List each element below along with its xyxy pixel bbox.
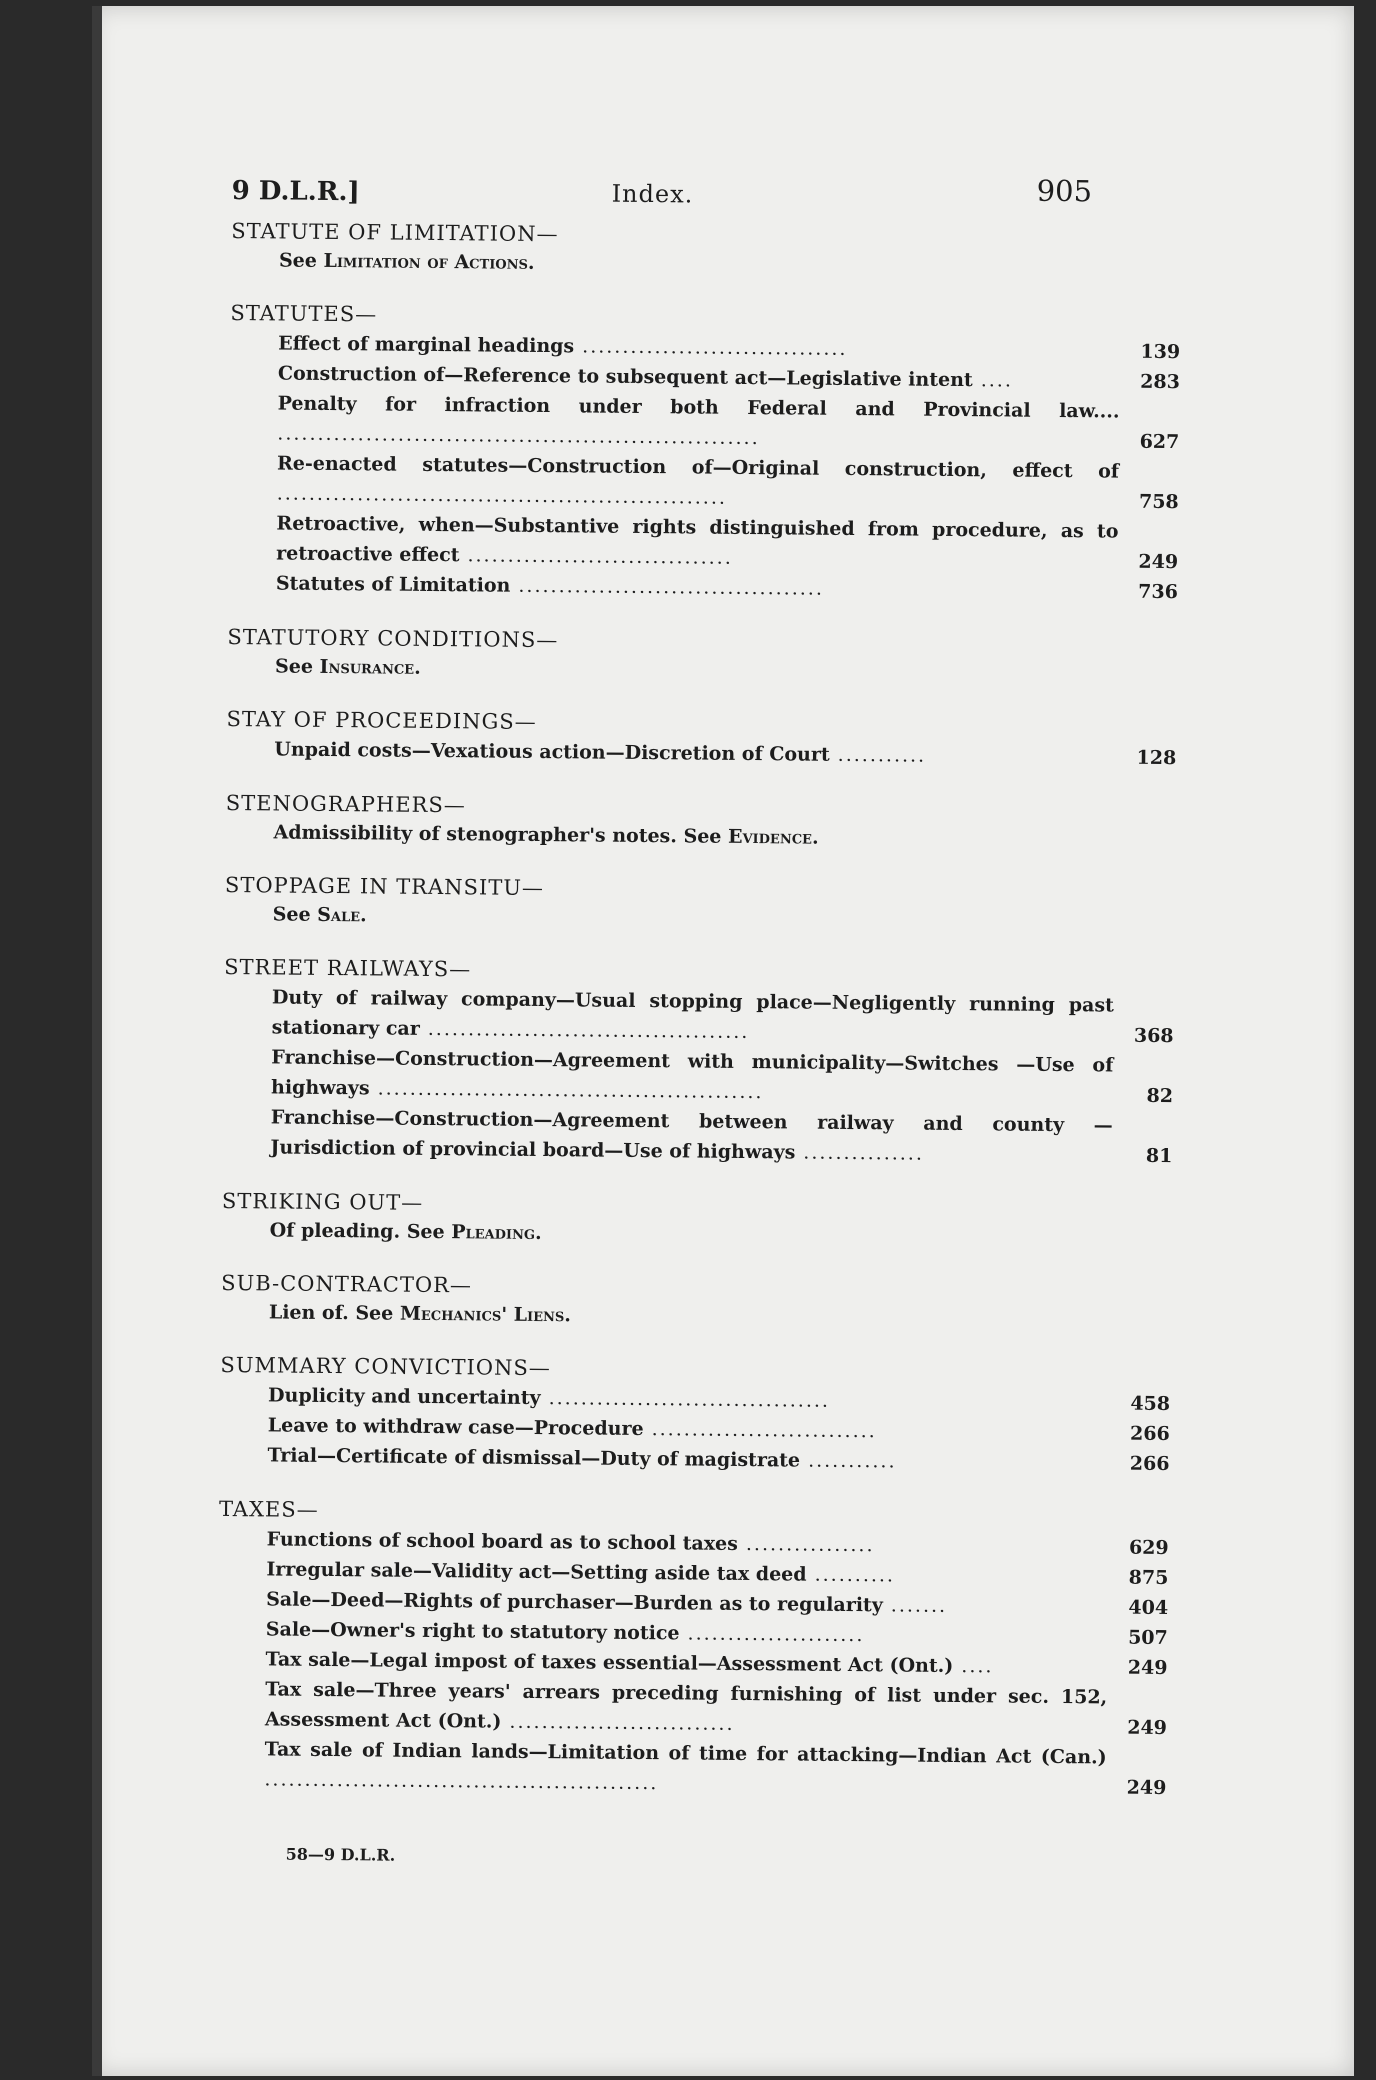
entry-page-number: 249 — [1127, 1716, 1168, 1740]
dot-leader: ............................ — [643, 1418, 877, 1443]
entry-text: Penalty for infraction under both Federal and Provincial law.... — [277, 392, 1120, 423]
index-section — [231, 216, 1182, 283]
entry-text: Re-enacted statutes—Construction of—Original construction, effect of — [276, 452, 1120, 483]
dot-leader: .... — [953, 1654, 994, 1678]
cross-reference-target: Mechanics' Liens. — [399, 1302, 572, 1327]
page-title: Index. — [611, 179, 694, 209]
entry-page-number: 249 — [1138, 550, 1179, 574]
index-entry — [270, 1102, 1173, 1171]
dot-leader: ....... — [882, 1594, 948, 1617]
entry-page-number: 266 — [1129, 1422, 1170, 1446]
dot-leader: ........... — [829, 743, 927, 767]
cross-reference-target: Evidence. — [727, 825, 819, 849]
entry-page-number: 249 — [1127, 1656, 1168, 1680]
entry-text: Functions of school board as to school taxes — [266, 1528, 738, 1555]
entry-text: Effect of marginal headings — [278, 332, 575, 358]
index-section — [225, 788, 1176, 855]
cross-reference-target: Insurance. — [319, 655, 421, 679]
index-sections — [216, 216, 1181, 1803]
entry-page-number: 758 — [1138, 490, 1179, 514]
cross-reference-target: Pleading. — [451, 1221, 542, 1245]
section-heading: STOPPAGE IN TRANSITU— — [224, 872, 545, 901]
dot-leader: ................ — [737, 1532, 875, 1557]
dot-leader: ........................................................ — [276, 482, 728, 509]
section-heading: SUB-CONTRACTOR— — [221, 1270, 473, 1298]
entry-page-number: 629 — [1128, 1536, 1169, 1560]
cross-reference-prefix: Lien of. See — [268, 1301, 401, 1325]
section-heading: STENOGRAPHERS— — [225, 790, 466, 818]
index-entry — [277, 448, 1180, 517]
dot-leader: ................................................. — [264, 1768, 659, 1795]
binding-edge — [92, 6, 102, 2076]
document-page — [92, 6, 1354, 2076]
entry-page-number: 266 — [1129, 1452, 1170, 1476]
entry-text: Tax sale—Three years' arrears preceding furnishing of list under sec. 152, Assessment Act (Ont.) — [264, 1678, 1108, 1733]
index-entry — [276, 508, 1179, 577]
index-entry — [264, 1734, 1167, 1803]
dot-leader: ........... — [799, 1449, 897, 1473]
index-entry — [271, 1042, 1174, 1111]
entry-page-number: 507 — [1128, 1626, 1168, 1650]
cross-reference-prefix: Of pleading. See — [269, 1219, 452, 1244]
index-entry — [271, 982, 1174, 1051]
page-number: 905 — [1036, 173, 1093, 209]
entry-text: Statutes of Limitation — [275, 572, 511, 597]
cross-reference-target: Sale. — [317, 903, 367, 927]
page-header — [231, 156, 1182, 225]
section-heading: STRIKING OUT— — [221, 1188, 424, 1215]
section-heading: TAXES— — [218, 1496, 319, 1522]
index-section — [225, 870, 1176, 937]
dot-leader: ................................. — [459, 544, 733, 569]
entry-text: Unpaid costs—Vexatious action—Discretion of Court — [274, 738, 830, 766]
index-section — [228, 298, 1181, 607]
entry-text: Sale—Deed—Rights of purchaser—Burden as to regularity — [266, 1588, 883, 1617]
section-heading: STATUTES— — [230, 300, 378, 327]
dot-leader: ........................................ — [419, 1017, 750, 1044]
entry-page-number: 249 — [1126, 1776, 1167, 1800]
entry-text: Franchise—Construction—Agreement with municipality—Switches —Use of highways — [270, 1046, 1114, 1100]
cross-reference-prefix: See — [274, 655, 320, 678]
section-heading: STREET RAILWAYS— — [224, 954, 472, 982]
dot-leader: ................................... — [540, 1387, 831, 1412]
entry-text: Leave to withdraw case—Procedure — [267, 1414, 644, 1441]
entry-text: Construction of—Reference to subsequent act—Legislative intent — [277, 362, 973, 392]
cross-reference-prefix: Admissibility of stenographer's notes. See — [273, 821, 729, 848]
dot-leader: ...................................... — [510, 574, 825, 600]
entry-text: Tax sale—Legal impost of taxes essential—Assessment Act (Ont.) — [265, 1648, 954, 1677]
entry-text: Tax sale of Indian lands—Limitation of time for attacking—Indian Act (Can.) — [264, 1738, 1107, 1769]
entry-page-number: 81 — [1145, 1144, 1173, 1168]
entry-page-number: 128 — [1136, 746, 1177, 770]
entry-text: Franchise—Construction—Agreement between railway and county —Jurisdiction of provincial board—Use of highways — [270, 1106, 1113, 1164]
entry-text: Irregular sale—Validity act—Setting aside tax deed — [266, 1558, 807, 1586]
signature-mark: 58—9 D.L.R. — [285, 1844, 396, 1865]
dot-leader: .......... — [806, 1563, 896, 1587]
cross-reference-prefix: See — [272, 903, 318, 926]
index-section — [227, 622, 1178, 689]
index-section — [226, 704, 1177, 773]
index-section — [216, 1494, 1169, 1803]
entry-text: Retroactive, when—Substantive rights distinguished from procedure, as to retroactive effect — [276, 512, 1119, 567]
dot-leader: ............................................................ — [277, 422, 760, 450]
entry-page-number: 404 — [1128, 1596, 1169, 1620]
section-heading: STATUTE OF LIMITATION— — [231, 218, 559, 247]
volume-label: 9 D.L.R.] — [231, 175, 360, 208]
index-entry — [277, 388, 1180, 457]
index-content — [216, 156, 1182, 1872]
dot-leader: ................................................ — [369, 1077, 764, 1104]
section-heading: STAY OF PROCEEDINGS— — [226, 706, 537, 734]
entry-text: Duplicity and uncertainty — [267, 1384, 541, 1410]
index-section — [221, 1268, 1172, 1335]
entry-page-number: 283 — [1140, 370, 1180, 394]
entry-page-number: 875 — [1128, 1566, 1169, 1590]
entry-page-number: 139 — [1140, 340, 1181, 364]
dot-leader: .... — [972, 369, 1014, 392]
index-section — [222, 952, 1174, 1171]
dot-leader: ...................... — [679, 1622, 865, 1647]
entry-page-number: 736 — [1138, 580, 1178, 604]
entry-page-number: 82 — [1146, 1084, 1174, 1108]
cross-reference-prefix: See — [278, 249, 324, 272]
index-section — [219, 1350, 1170, 1479]
entry-page-number: 458 — [1130, 1392, 1171, 1416]
entry-text: Sale—Owner's right to statutory notice — [265, 1618, 680, 1645]
dot-leader: ................................. — [574, 335, 848, 360]
entry-page-number: 368 — [1133, 1024, 1174, 1048]
section-heading: STATUTORY CONDITIONS— — [227, 624, 559, 653]
dot-leader: ............................ — [501, 1710, 735, 1735]
cross-reference-target: Limitation of Actions. — [323, 249, 535, 274]
dot-leader: ............... — [795, 1141, 925, 1165]
index-entry — [265, 1674, 1168, 1743]
entry-text: Duty of railway company—Usual stopping place—Negligently running past stationary car — [271, 986, 1114, 1040]
entry-page-number: 627 — [1139, 430, 1180, 454]
section-heading: SUMMARY CONVICTIONS— — [220, 1352, 551, 1381]
entry-text: Trial—Certificate of dismissal—Duty of magistrate — [267, 1444, 801, 1472]
index-section — [222, 1186, 1173, 1253]
